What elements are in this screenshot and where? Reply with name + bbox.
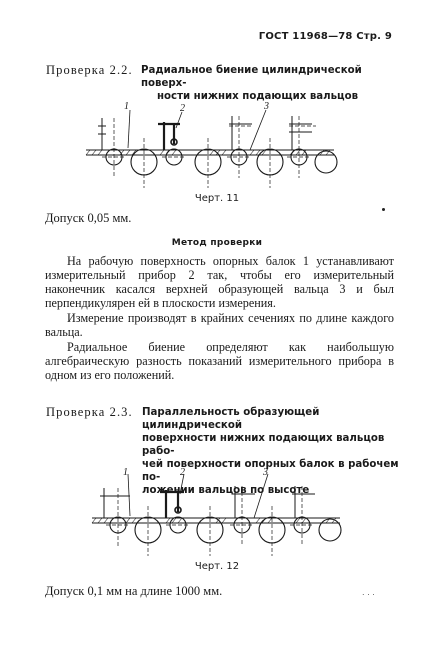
method-paragraph-1: На рабочую поверхность опорных балок 1 устанавливают измерительный прибор 2 так, чтобы его измерительный наконечник касался верхней образующей вальца 3 и был перпендикулярен ей в плоскости измерения. <box>45 254 394 310</box>
method-paragraph-2: Измерение производят в крайних сечениях по длине каждого вальца. <box>45 311 394 339</box>
callout-2: 2 <box>180 103 185 114</box>
title-line: Параллельность образующей цилиндрической <box>142 407 320 431</box>
figure-12-caption: Черт. 12 <box>194 561 240 572</box>
tolerance-2-2: Допуск 0,05 мм. <box>45 211 132 225</box>
method-heading: Метод проверки <box>171 238 263 248</box>
title-line: поверхности нижних подающих вальцов рабо- <box>142 433 385 457</box>
method-paragraph-3: Радиальное биение определяют как наибольшую алгебраическую разность показаний измерительного прибора в одном из его положений. <box>45 340 394 382</box>
title-line: ложении вальцов по высоте <box>142 485 310 496</box>
title-line: ности нижних подающих вальцов <box>157 91 359 102</box>
figure-12-diagram <box>90 466 350 558</box>
callout-3: 3 <box>263 467 268 478</box>
page-header: ГОСТ 11968—78 Стр. 9 <box>258 31 392 42</box>
tolerance-2-3: Допуск 0,1 мм на длине 1000 мм. <box>45 584 223 598</box>
callout-1: 1 <box>124 101 129 112</box>
check-label-2-3: Проверка 2.3. <box>46 405 133 419</box>
check-label-2-2: Проверка 2.2. <box>46 63 133 77</box>
scan-marks: . . . <box>362 588 375 597</box>
figure-11-diagram <box>84 98 344 190</box>
figure-11-caption: Черт. 11 <box>194 193 240 204</box>
title-line: Радиальное биение цилиндрической поверх- <box>141 65 362 89</box>
title-line: чей поверхности опорных балок в рабочем по- <box>142 459 399 483</box>
callout-1: 1 <box>123 467 128 478</box>
callout-3: 3 <box>264 101 269 112</box>
ink-dot <box>382 208 385 211</box>
callout-2: 2 <box>180 467 185 478</box>
